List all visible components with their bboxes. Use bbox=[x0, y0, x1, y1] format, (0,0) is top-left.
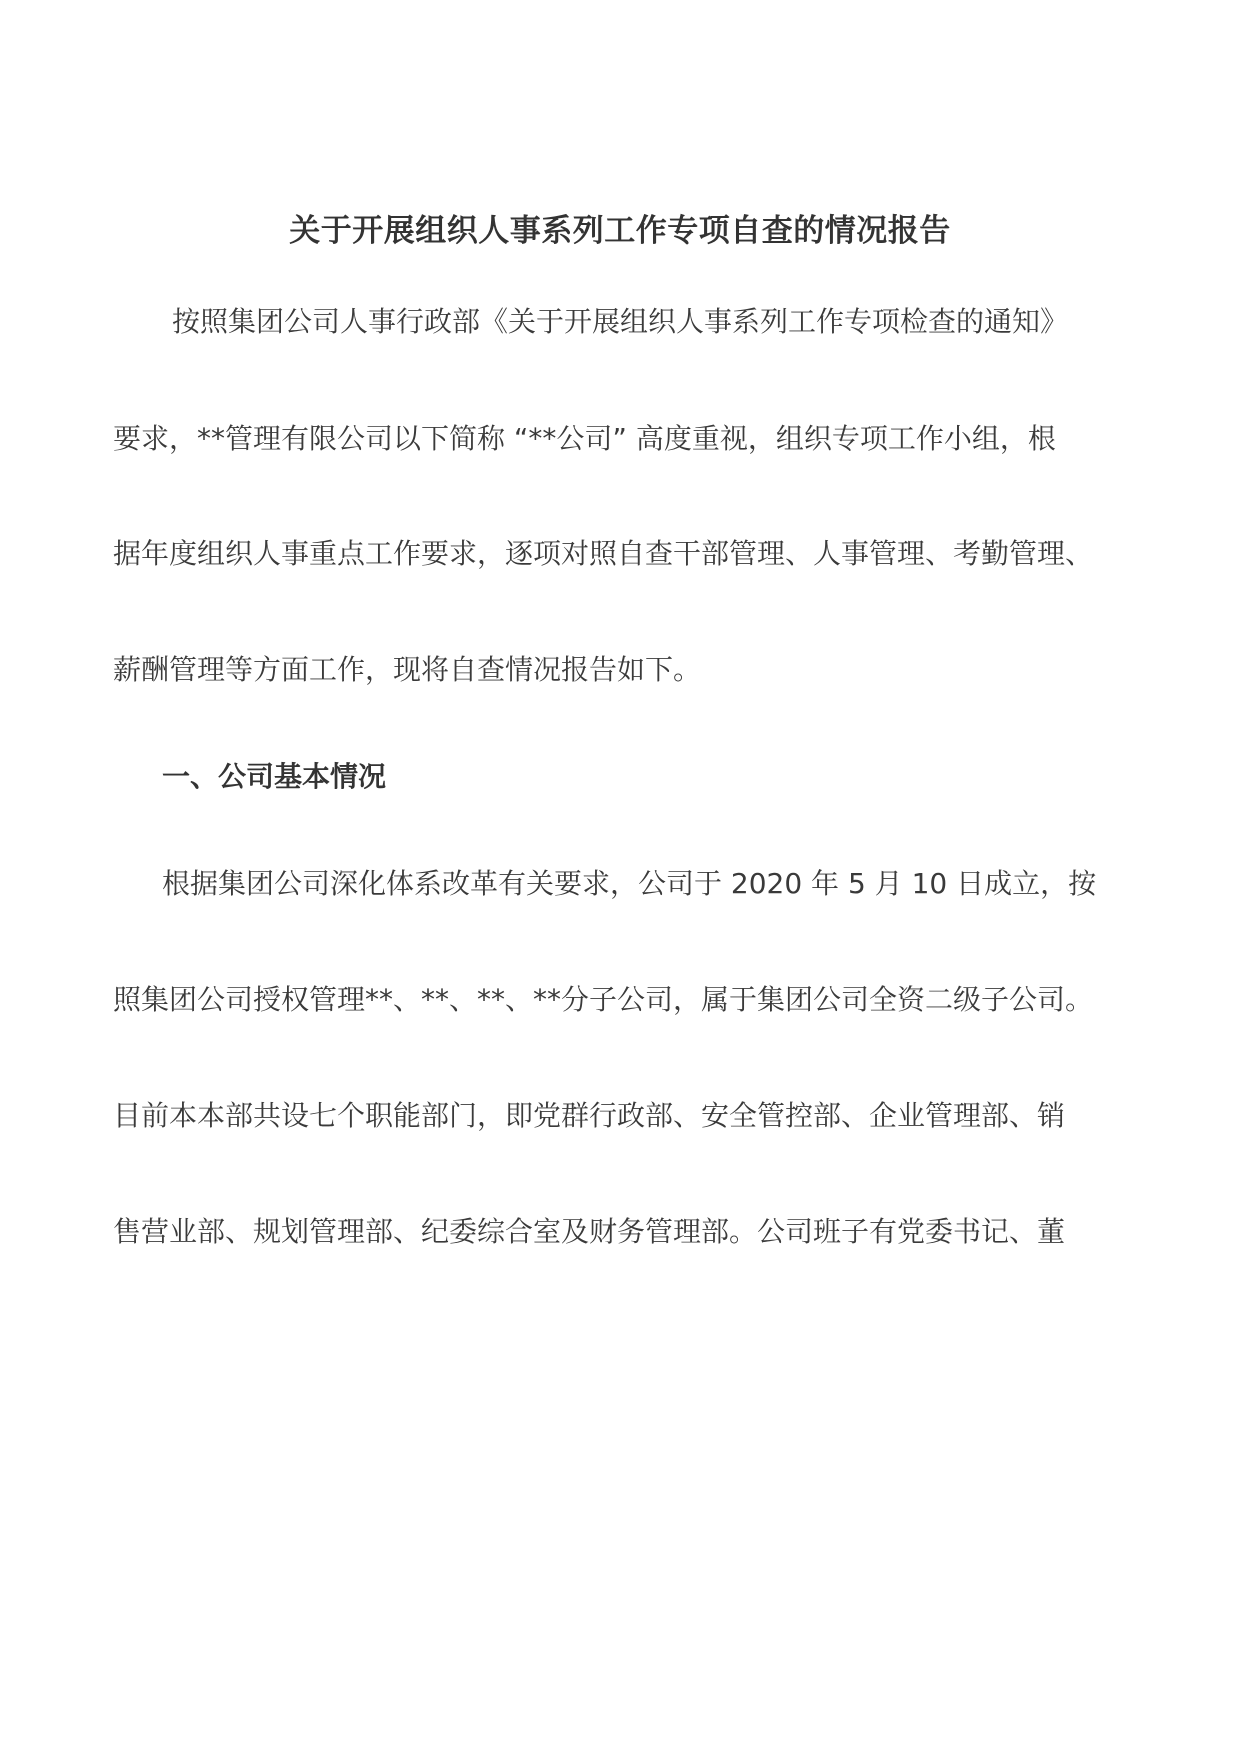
paragraph-line: 根据集团公司深化体系改革有关要求，公司于 2020 年 5 月 10 日成立，按 bbox=[162, 867, 1097, 900]
paragraph-line: 照集团公司授权管理**、**、**、**分子公司，属于集团公司全资二级子公司。 bbox=[113, 983, 1094, 1016]
paragraph-line: 要求，**管理有限公司以下简称 “**公司” 高度重视，组织专项工作小组，根 bbox=[113, 422, 1056, 455]
section-heading: 一、公司基本情况 bbox=[162, 760, 387, 793]
paragraph-line: 按照集团公司人事行政部《关于开展组织人事系列工作专项检查的通知》 bbox=[172, 305, 1069, 338]
paragraph-line: 薪酬管理等方面工作，现将自查情况报告如下。 bbox=[113, 653, 702, 686]
paragraph-line: 目前本本部共设七个职能部门，即党群行政部、安全管控部、企业管理部、销 bbox=[113, 1099, 1066, 1132]
paragraph-line: 据年度组织人事重点工作要求，逐项对照自查干部管理、人事管理、考勤管理、 bbox=[113, 537, 1094, 570]
document-title: 关于开展组织人事系列工作专项自查的情况报告 bbox=[289, 213, 951, 249]
paragraph-line: 售营业部、规划管理部、纪委综合室及财务管理部。公司班子有党委书记、董 bbox=[113, 1215, 1066, 1248]
